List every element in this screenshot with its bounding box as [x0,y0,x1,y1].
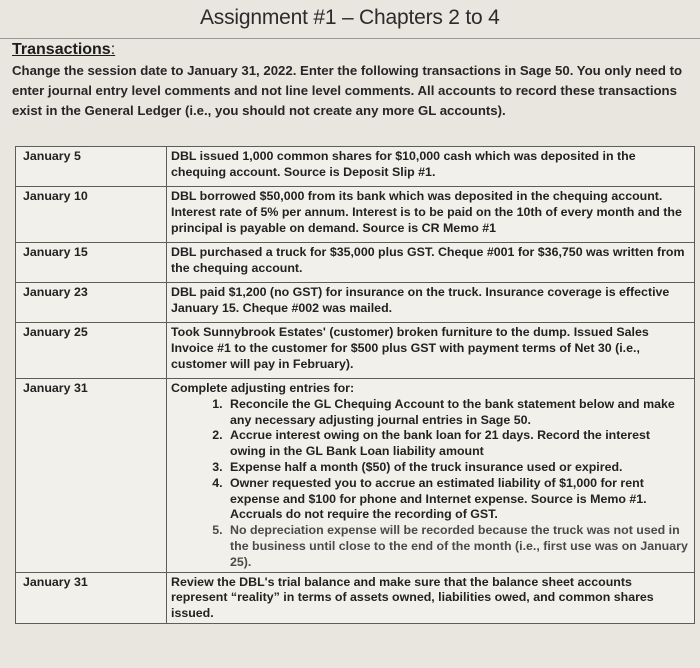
transaction-date: January 25 [16,323,167,379]
section-heading-colon: : [110,41,116,58]
transaction-date: January 23 [16,283,167,323]
list-item: 2. Accrue interest owing on the bank loan for 21 days. Record the interest owing in the GL Bank Loan liability amount [226,428,689,460]
adjusting-steps-list [171,397,689,571]
transaction-description: DBL purchased a truck for $35,000 plus GST. Cheque #001 for $36,750 was written from the chequing account. [167,243,695,283]
transaction-description: Took Sunnybrook Estates' (customer) broken furniture to the dump. Issued Sales Invoice #1 to the customer for $500 plus GST with payment terms of Net 30 (i.e., customer will pay in February). [167,323,695,379]
transaction-date: January 5 [16,147,167,187]
table-row [16,243,695,283]
transaction-description: DBL issued 1,000 common shares for $10,000 cash which was deposited in the chequing account. Source is Deposit Slip #1. [167,147,695,187]
transaction-description: DBL paid $1,200 (no GST) for insurance on the truck. Insurance coverage is effective January 15. Cheque #002 was mailed. [167,283,695,323]
instructions-paragraph: Change the session date to January 31, 2022. Enter the following transactions in Sage 50. You only need to enter journal entry level comments and not line level comments. All accounts to record these transactions exist in the General Ledger (i.e., you should not create any more GL accounts). [12,63,683,118]
list-item: 3. Expense half a month ($50) of the truck insurance used or expired. [226,460,689,476]
table-row [16,379,695,573]
list-item: 1. Reconcile the GL Chequing Account to the bank statement below and make any necessary adjusting journal entries in Sage 50. [226,397,689,429]
table-row [16,147,695,187]
table-row [16,187,695,243]
section-heading [12,41,115,59]
title-divider [0,38,700,39]
transaction-date: January 31 [16,572,167,623]
list-item: 4. Owner requested you to accrue an estimated liability of $1,000 for rent expense and $100 for phone and Internet expense. Source is Memo #1. Accruals do not require the recording of GST. [226,476,689,523]
list-item: 5. No depreciation expense will be recorded because the truck was not used in the business until close to the end of the month (i.e., first use was on January 25). [226,523,689,570]
transactions-table [15,146,695,624]
adjusting-entries-heading: Complete adjusting entries for: [171,381,355,395]
transaction-description: DBL borrowed $50,000 from its bank which was deposited in the chequing account. Interest rate of 5% per annum. Interest is to be paid on the 10th of every month and the principal is payable on demand. Source is CR Memo #1 [167,187,695,243]
table-row [16,572,695,623]
transaction-date: January 10 [16,187,167,243]
transaction-date: January 31 [16,379,167,573]
table-row [16,323,695,379]
section-heading-text: Transactions [12,41,111,58]
table-row [16,283,695,323]
transaction-date: January 15 [16,243,167,283]
transaction-description [167,379,695,573]
page-title: Assignment #1 – Chapters 2 to 4 [200,6,500,29]
transaction-description: Review the DBL's trial balance and make sure that the balance sheet accounts represent “reality” in terms of assets owned, liabilities owed, and common shares issued. [167,572,695,623]
